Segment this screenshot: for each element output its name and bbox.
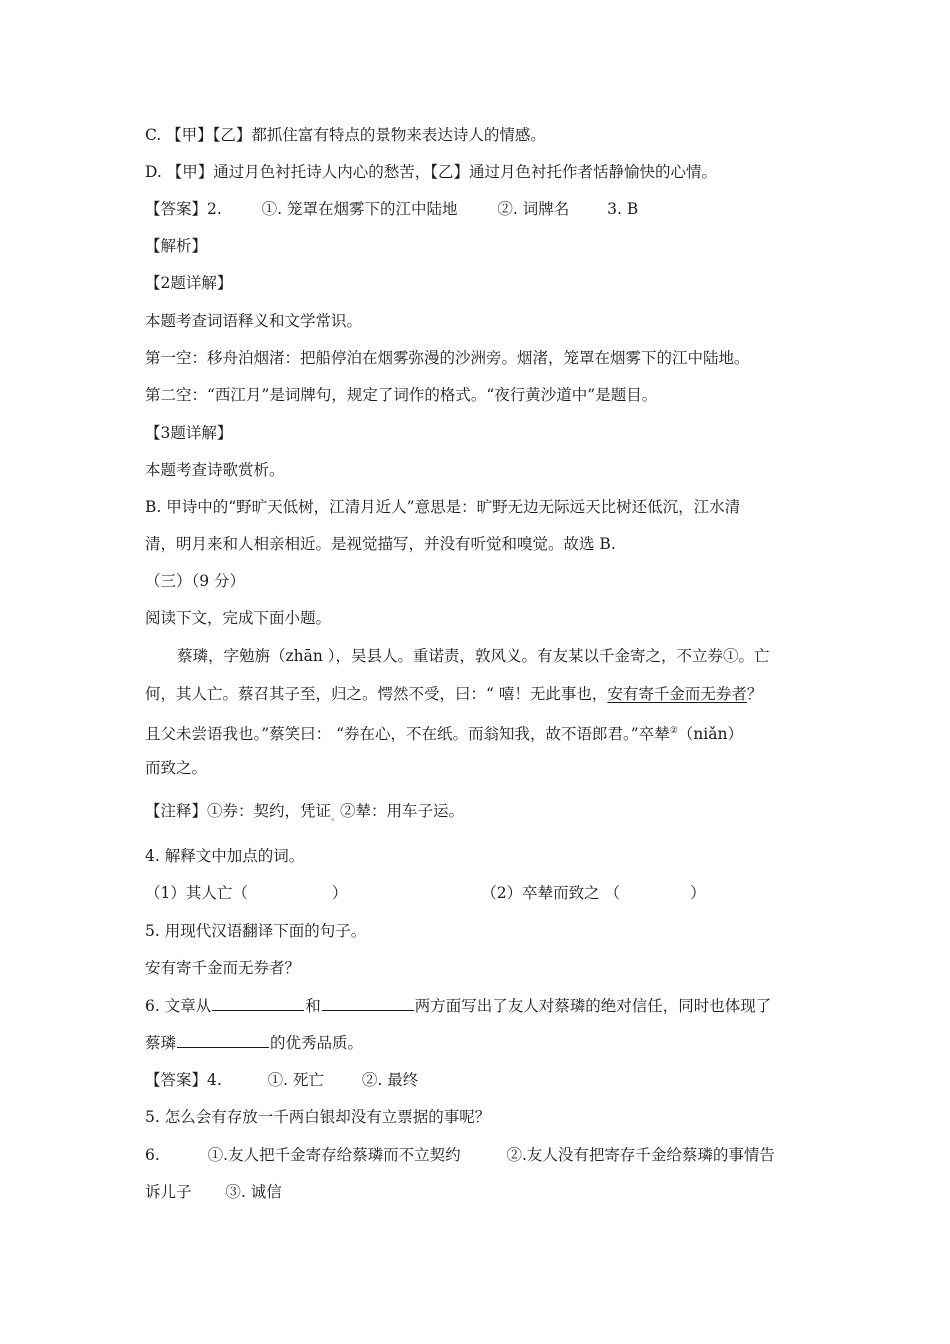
answer-blank bbox=[177, 1032, 269, 1048]
q2-detail-intro: 本题考查词语释义和文学常识。 bbox=[145, 312, 363, 330]
analysis-heading: 【解析】 bbox=[145, 237, 208, 255]
answer-2-3 bbox=[145, 199, 638, 219]
q2-detail-heading: 【2题详解】 bbox=[145, 274, 233, 292]
question-4-items: （1）其人亡（ ） （2）卒辇而致之 （ ） bbox=[145, 884, 706, 902]
passage-line4: 而致之。 bbox=[145, 759, 208, 777]
q3-analysis-line1: B. 甲诗中的“野旷天低树，江清月近人”意思是：旷野无边无际远天比树还低沉，江水清 bbox=[145, 498, 741, 516]
answer-6-line1: 6. ①.友人把千金寄存给蔡璘而不立契约 ②.友人没有把寄存千金给蔡璘的事情告 bbox=[145, 1146, 775, 1164]
option-c: C. 【甲】【乙】都抓住富有特点的景物来表达诗人的情感。 bbox=[145, 126, 546, 144]
question-6-line1: 6. 文章从 和 两方面写出了友人对蔡璘的绝对信任，同时也体现了 bbox=[145, 997, 772, 1015]
q2-second-blank: 第二空：“西江月”是词牌句，规定了词作的格式。“夜行黄沙道中”是题目。 bbox=[145, 386, 658, 404]
answer-3: 3. B bbox=[607, 200, 639, 218]
answer-6-line2: 诉儿子 ③. 诚信 bbox=[145, 1183, 282, 1201]
q4-item2: （2）卒辇而致之 （ bbox=[481, 884, 621, 902]
annotation: 【注释】①券：契约，凭证$_。$②辇：用车子运。 bbox=[145, 802, 465, 824]
section-three-heading: （三）（9 分） bbox=[145, 572, 246, 590]
q3-analysis-line2: 清，明月来和人相亲相近。是视觉描写，并没有听觉和嗅觉。故选 B. bbox=[145, 535, 616, 553]
answer-4: 【答案】4. ①. 死亡 ②. 最终 bbox=[145, 1071, 419, 1089]
answer-5: 5. 怎么会有存放一千两白银却没有立票据的事呢？ bbox=[145, 1108, 491, 1126]
answer-2-first: ①. 笼罩在烟雾下的江中陆地 bbox=[261, 200, 458, 218]
passage-line2: 何，其人亡。蔡召其子至，归之。愕然不受，曰：“ 嘻！无此事也，安有寄千金而无券者？ bbox=[145, 685, 763, 703]
reading-instruction: 阅读下文，完成下面小题。 bbox=[145, 609, 332, 627]
q4-item1: （1）其人亡（ bbox=[145, 884, 248, 902]
question-5-sentence: 安有寄千金而无券者？ bbox=[145, 959, 301, 977]
passage-line1: 蔡璘，字勉旃（zhān ），吴县人。重诺责，敦风义。有友某以千金寄之，不立券①。亡 bbox=[177, 647, 770, 665]
question-5: 5. 用现代汉语翻译下面的句子。 bbox=[145, 922, 367, 940]
option-d: D. 【甲】通过月色衬托诗人内心的愁苦，【乙】通过月色衬托作者恬静愉快的心情。 bbox=[145, 163, 717, 181]
q3-detail-intro: 本题考查诗歌赏析。 bbox=[145, 461, 285, 479]
note-marker: ② bbox=[669, 726, 678, 736]
q3-detail-heading: 【3题详解】 bbox=[145, 424, 233, 442]
answer-label: 【答案】2. bbox=[145, 200, 222, 218]
answer-blank bbox=[212, 995, 304, 1011]
q2-first-blank: 第一空：移舟泊烟渚：把船停泊在烟雾弥漫的沙洲旁。烟渚，笼罩在烟雾下的江中陆地。 bbox=[145, 349, 750, 367]
underlined-sentence: 安有寄千金而无券者 bbox=[607, 685, 747, 703]
answer-2-second: ②. 词牌名 bbox=[497, 200, 570, 218]
question-4: 4. 解释文中加点的词。 bbox=[145, 847, 305, 865]
question-6-line2: 蔡璘 的优秀品质。 bbox=[145, 1034, 364, 1052]
passage-line3: 且父未尝语我也。”蔡笑曰： “券在心，不在纸。而翁知我，故不语郎君。”卒辇②（niǎn） bbox=[145, 725, 743, 744]
answer-blank bbox=[322, 995, 414, 1011]
